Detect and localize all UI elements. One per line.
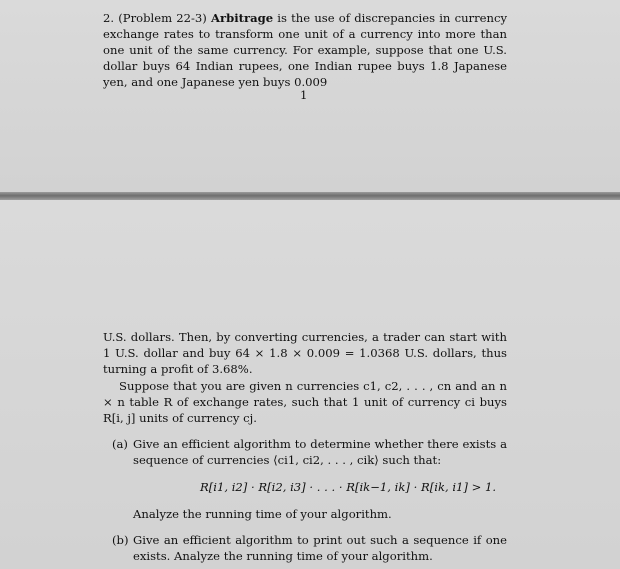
part-a-text: Give an efficient algorithm to determine whether there exists a sequence of currencies ⟨ci1, ci2, . . . , cik⟩ such that: <box>133 437 507 467</box>
part-b <box>112 532 507 564</box>
page-separator <box>0 192 620 200</box>
part-a <box>112 436 507 468</box>
continuation-paragraph: U.S. dollars. Then, by converting currencies, a trader can start with 1 U.S. dollar and buy 64 × 1.8 × 0.009 = 1.0368 U.S. dollars, thus turning a profit of 3.68%. <box>103 330 507 376</box>
problem-prefix: 2. (Problem 22-3) <box>103 11 212 25</box>
page-number: 1 <box>300 88 308 102</box>
part-b-label: (b) <box>112 533 129 547</box>
arbitrage-term: Arbitrage <box>211 11 274 25</box>
problem-statement <box>103 10 507 90</box>
setup-paragraph: Suppose that you are given n currencies c1, c2, . . . , cn and an n × n table R of exchange rates, such that 1 unit of currency ci buys R[i, j] units of currency cj. <box>103 379 507 425</box>
part-b-text: Give an efficient algorithm to print out such a sequence if one exists. Analyze the running time of your algorithm. <box>133 533 507 563</box>
cycle-formula: R[i1, i2] · R[i2, i3] · . . . · R[ik−1, ik] · R[ik, i1] > 1. <box>200 480 497 494</box>
problem-text: is the use of discrepancies in currency exchange rates to transform one unit of a currency into more than one unit of the same currency. For example, suppose that one U.S. dollar buys 64 Indian rupees, one Indian rupee buys 1.8 Japanese yen, and one Japanese yen buys 0.009 <box>103 11 507 89</box>
part-a-label: (a) <box>112 437 128 451</box>
part-a-followup: Analyze the running time of your algorithm. <box>133 507 392 521</box>
